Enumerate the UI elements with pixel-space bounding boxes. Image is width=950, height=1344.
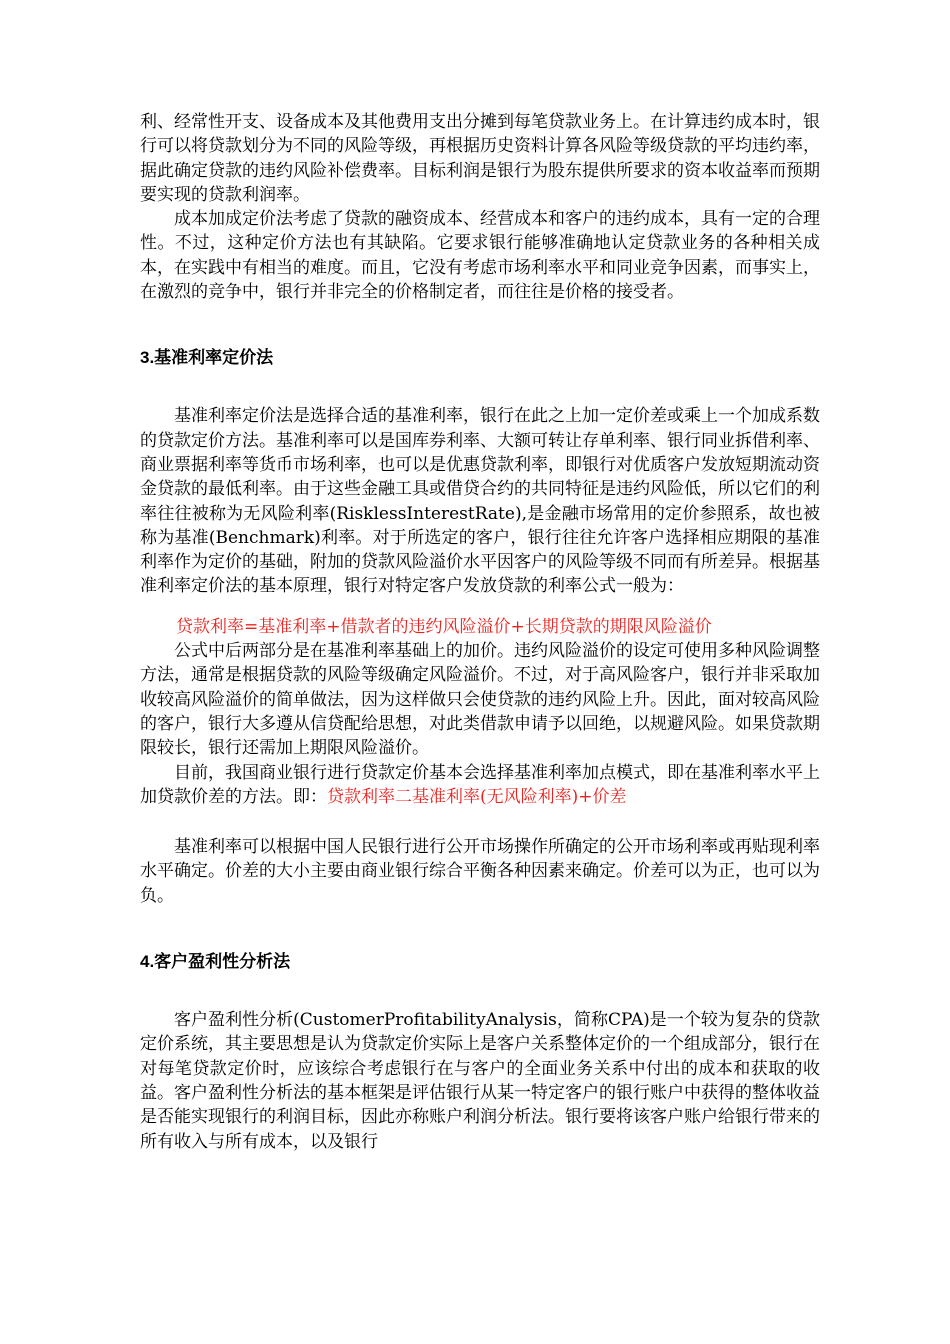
paragraph-benchmark-rate-definition: 基准利率定价法是选择合适的基准利率，银行在此之上加一定价差或乘上一个加成系数的贷款定价方法。基准利率可以是国库券利率、大额可转让存单利率、银行同业拆借利率、商业票据利率等货币市场利率，也可以是优惠贷款利率，即银行对优质客户发放短期流动资金贷款的最低利率。由于这些金融工具或借贷合约的共同特征是违约风险低，所以它们的利率往往被称为无风险利率(RisklessInterestRate),是金融市场常用的定价参照系，故也被称为基准(Benchmark)利率。对于所选定的客户，银行往往允许客户选择相应期限的基准利率作为定价的基础，附加的贷款风险溢价水平因客户的风险等级不同而有所差异。根据基准利率定价法的基本原理，银行对特定客户发放贷款的利率公式一般为： <box>140 406 820 597</box>
heading-benchmark-rate-pricing: 3.基准利率定价法 <box>140 348 274 368</box>
paragraph-china-practice-text: 目前，我国商业银行进行贷款定价基本会选择基准利率加点模式，即在基准利率水平上加贷款价差的方法。即： <box>140 762 820 807</box>
formula-loan-rate: 贷款利率=基准利率+借款者的违约风险溢价+长期贷款的期限风险溢价 <box>176 616 712 637</box>
paragraph-china-practice <box>140 761 820 810</box>
paragraph-cost-plus-continued: 利、经常性开支、设备成本及其他费用支出分摊到每笔贷款业务上。在计算违约成本时，银行可以将贷款划分为不同的风险等级，再根据历史资料计算各风险等级贷款的平均违约率，据此确定贷款的违约风险补偿费率。目标利润是银行为股东提供所要求的资本收益率而预期要实现的贷款利润率。 <box>140 112 820 205</box>
heading-customer-profitability: 4.客户盈利性分析法 <box>140 952 291 972</box>
paragraph-customer-profitability: 客户盈利性分析(CustomerProfitabilityAnalysis，简称CPA)是一个较为复杂的贷款定价系统，其主要思想是认为贷款定价实际上是客户关系整体定价的一个组成部分，银行在对每笔贷款定价时，应该综合考虑银行在与客户的全面业务关系中付出的成本和获取的收益。客户盈利性分析法的基本框架是评估银行从某一特定客户的银行账户中获得的整体收益是否能实现银行的利润目标，因此亦称账户利润分析法。银行要将该客户账户给银行带来的所有收入与所有成本，以及银行 <box>140 1010 820 1152</box>
paragraph-benchmark-determination: 基准利率可以根据中国人民银行进行公开市场操作所确定的公开市场利率或再贴现利率水平确定。价差的大小主要由商业银行综合平衡各种因素来确定。价差可以为正，也可以为负。 <box>140 837 820 906</box>
paragraph-cost-plus-evaluation: 成本加成定价法考虑了贷款的融资成本、经营成本和客户的违约成本，具有一定的合理性。不过，这种定价方法也有其缺陷。它要求银行能够准确地认定贷款业务的各种相关成本，在实践中有相当的难度。而且，它没有考虑市场利率水平和同业竞争因素，而事实上，在激烈的竞争中，银行并非完全的价格制定者，而往往是价格的接受者。 <box>140 209 820 303</box>
paragraph-risk-premium: 公式中后两部分是在基准利率基础上的加价。违约风险溢价的设定可使用多种风险调整方法，通常是根据贷款的风险等级确定风险溢价。不过，对于高风险客户，银行并非采取加收较高风险溢价的简单做法，因为这样做只会使贷款的违约风险上升。因此，面对较高风险的客户，银行大多遵从信贷配给思想，对此类借款申请予以回绝，以规避风险。如果贷款期限较长，银行还需加上期限风险溢价。 <box>140 641 820 759</box>
document-page <box>140 110 820 1154</box>
formula-spread: 贷款利率二基准利率(无风险利率)+价差 <box>327 786 627 807</box>
